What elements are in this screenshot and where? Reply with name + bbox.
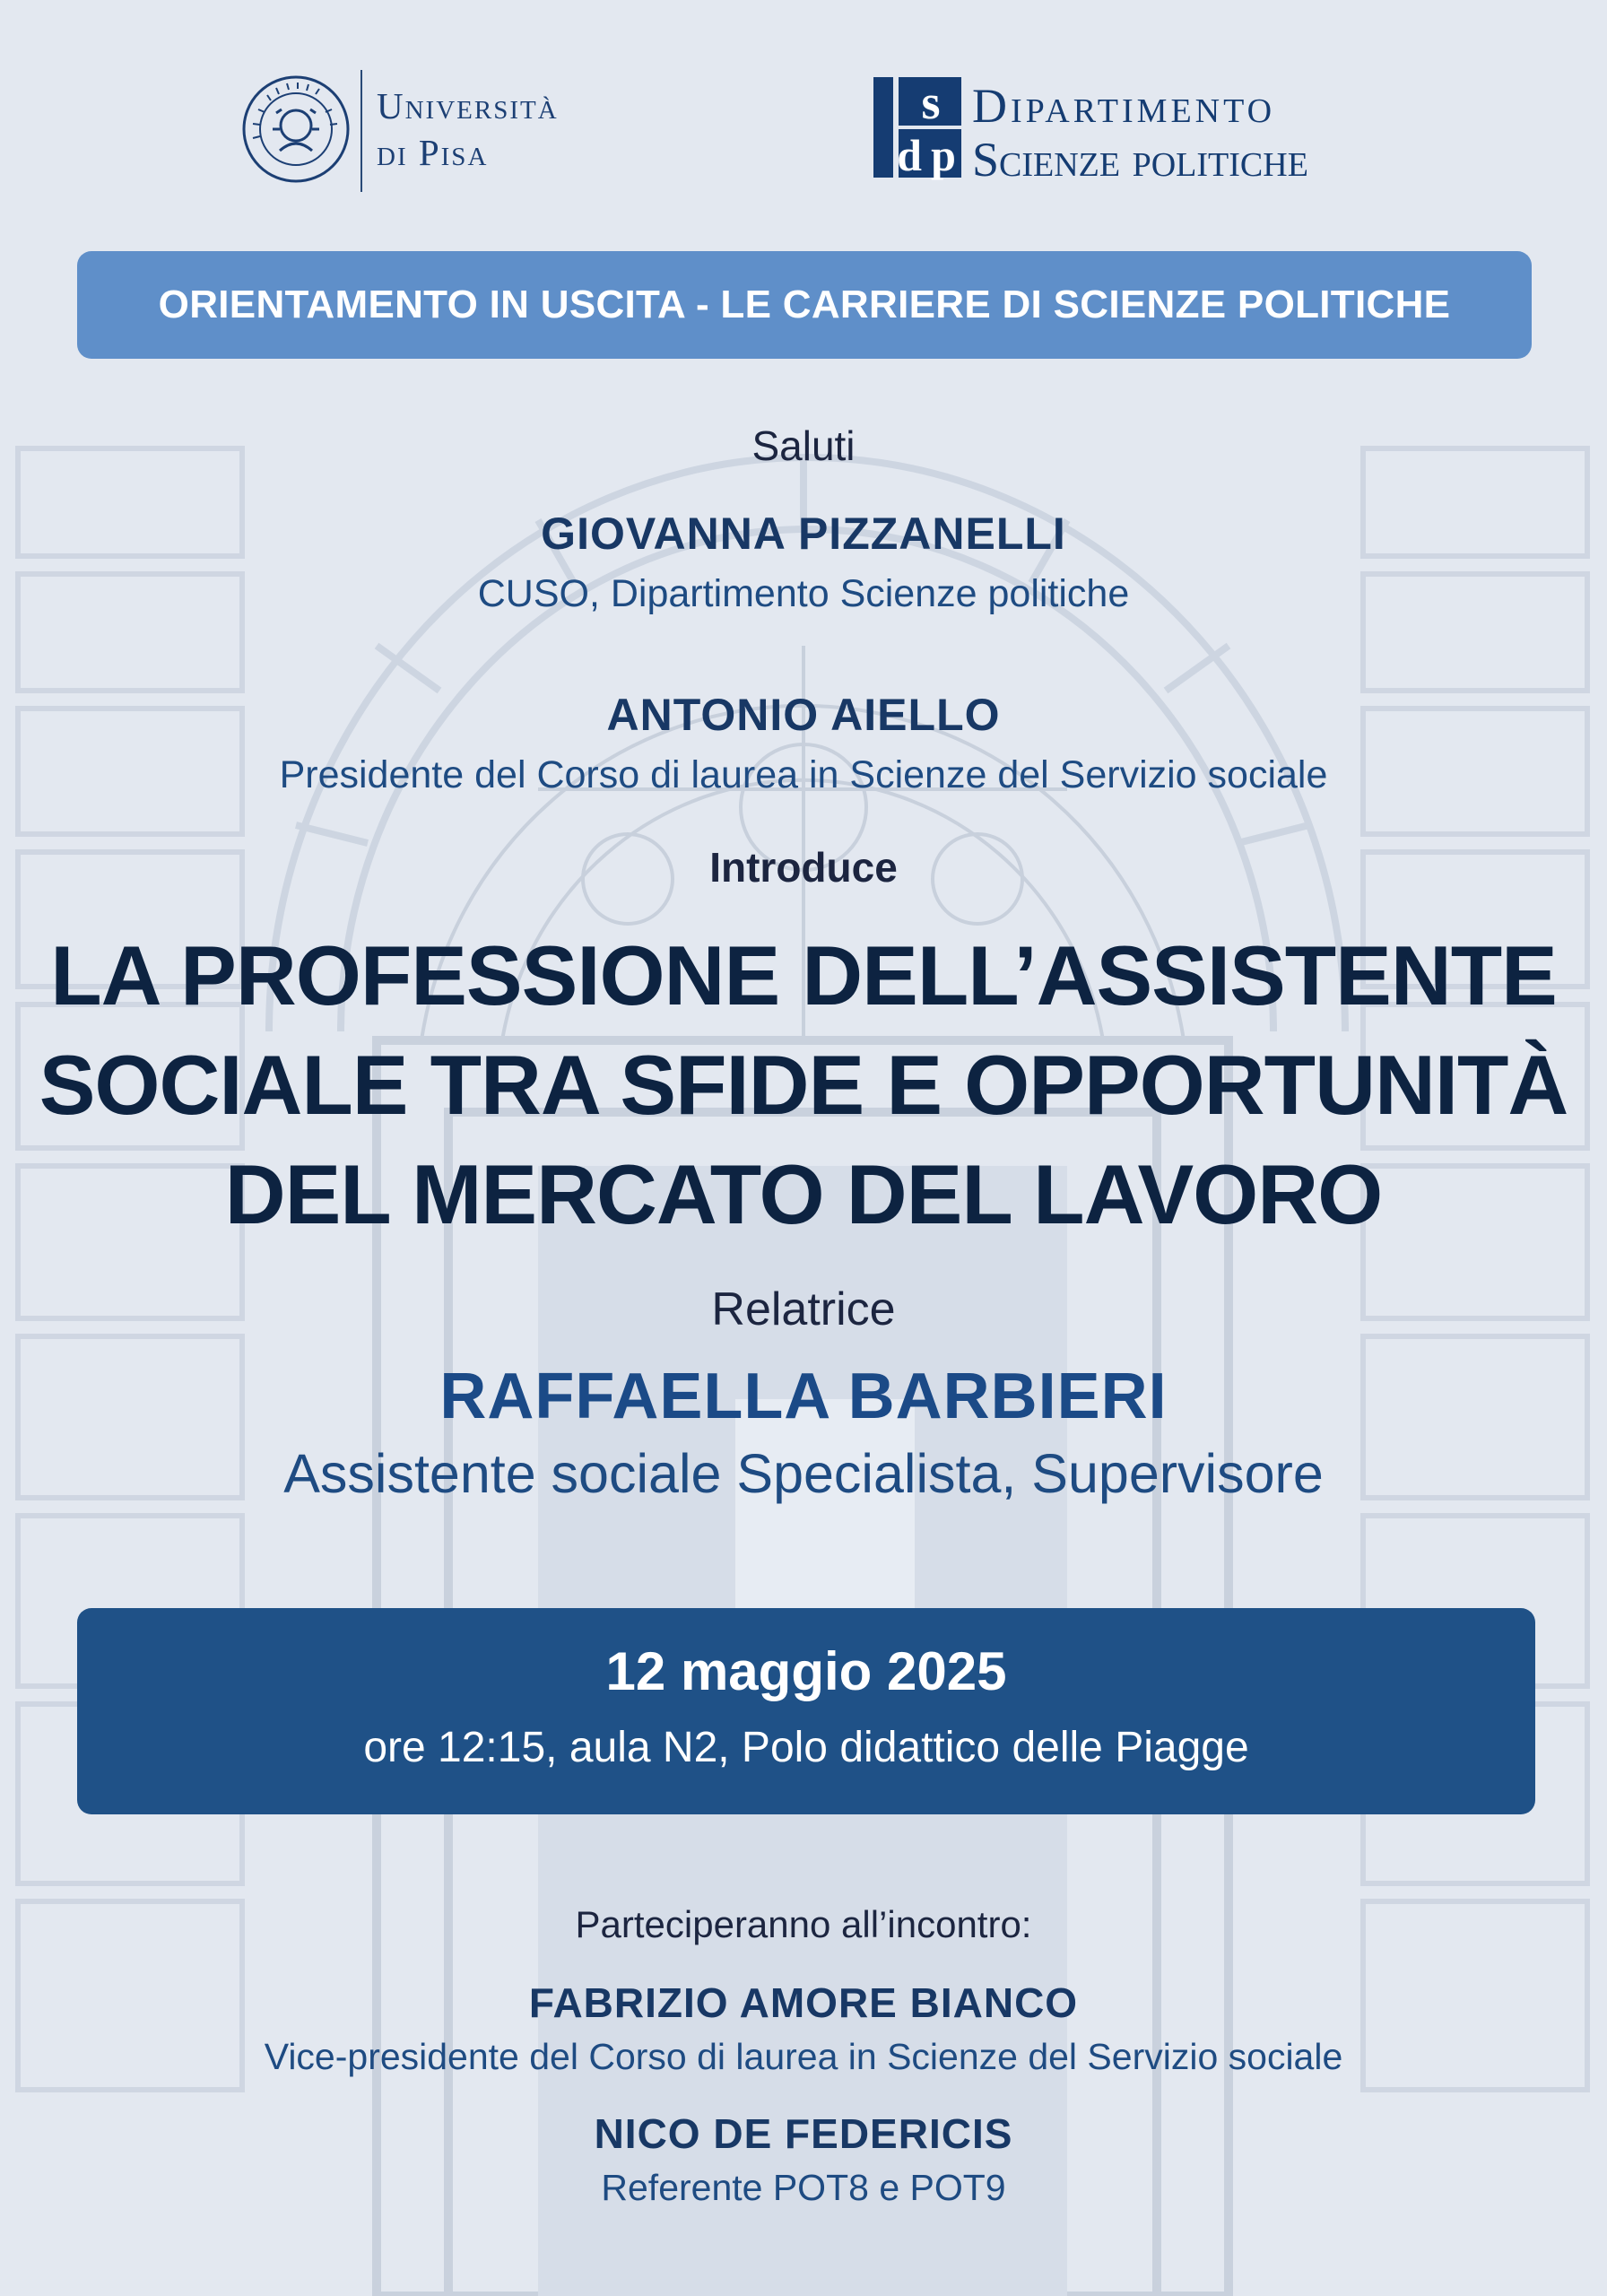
svg-text:p: p xyxy=(931,130,956,180)
introduce-label: Introduce xyxy=(709,844,898,891)
university-seal-icon xyxy=(240,74,352,185)
event-title xyxy=(0,921,1607,1249)
speaker-role: Assistente sociale Specialista, Supervisore xyxy=(283,1443,1324,1504)
logo-divider xyxy=(360,70,362,192)
participant-name: NICO DE FEDERICIS xyxy=(594,2110,1013,2157)
department-name-line1: Dipartimento xyxy=(972,79,1276,133)
department-logo xyxy=(868,74,1406,190)
participant-role: Vice-presidente del Corso di laurea in Scienze del Servizio sociale xyxy=(264,2036,1343,2077)
dsp-monogram-icon xyxy=(868,74,969,181)
greeting-speaker-name: GIOVANNA PIZZANELLI xyxy=(541,509,1066,559)
participant-name: FABRIZIO AMORE BIANCO xyxy=(528,1979,1079,2026)
greeting-speaker-name: ANTONIO AIELLO xyxy=(606,690,1001,740)
university-name-line1: Università xyxy=(377,85,559,126)
university-logo xyxy=(240,68,617,194)
department-name-line2: Scienze politiche xyxy=(972,133,1308,187)
event-title-line: SOCIALE TRA SFIDE E OPPORTUNITÀ xyxy=(39,1038,1568,1132)
greeting-speaker-role: CUSO, Dipartimento Scienze politiche xyxy=(477,572,1130,615)
speaker-label: Relatrice xyxy=(711,1283,896,1335)
university-name-line2: di Pisa xyxy=(377,132,489,173)
series-title: ORIENTAMENTO IN USCITA - LE CARRIERE DI SCIENZE POLITICHE xyxy=(158,283,1451,326)
participants-label: Parteciperanno all’incontro: xyxy=(575,1903,1032,1945)
svg-text:s: s xyxy=(921,75,941,129)
svg-text:d: d xyxy=(897,130,922,180)
speaker-name: RAFFAELLA BARBIERI xyxy=(439,1361,1168,1432)
series-banner xyxy=(77,251,1532,359)
event-details-banner xyxy=(77,1608,1535,1814)
event-date: 12 maggio 2025 xyxy=(605,1641,1007,1701)
greetings-label: Saluti xyxy=(751,422,856,469)
event-title-line: DEL MERCATO DEL LAVORO xyxy=(224,1147,1383,1241)
university-name xyxy=(377,83,559,176)
event-title-line: LA PROFESSIONE DELL’ASSISTENTE xyxy=(50,928,1557,1022)
greeting-speaker-role: Presidente del Corso di laurea in Scienze del Servizio sociale xyxy=(279,753,1328,796)
department-name xyxy=(972,79,1308,187)
participant-role: Referente POT8 e POT9 xyxy=(601,2167,1006,2208)
event-time-location: ore 12:15, aula N2, Polo didattico delle Piagge xyxy=(363,1724,1249,1771)
